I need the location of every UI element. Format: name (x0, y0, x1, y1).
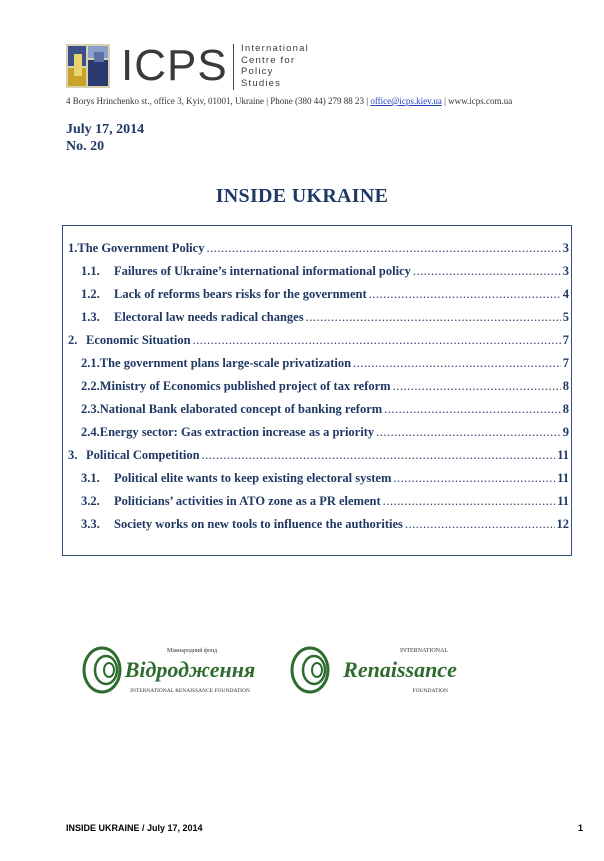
logo-subtitle-line: Centre for (241, 54, 296, 66)
issue-date: July 17, 2014 (66, 122, 145, 137)
logo-subtitle-line: International (241, 43, 309, 54)
toc-entry[interactable] (81, 425, 569, 440)
toc-leader (393, 379, 561, 394)
toc-title: Ministry of Economics published project of tax reform (99, 379, 391, 393)
toc-page-number: 4 (562, 287, 569, 301)
toc-number: 3.2. (81, 494, 100, 508)
toc-entry[interactable] (81, 379, 569, 394)
toc-entry[interactable] (81, 402, 569, 417)
logo-separator (233, 44, 234, 90)
toc-page-number: 9 (562, 425, 569, 439)
toc-title: The Government Policy (77, 241, 205, 255)
toc-leader (376, 425, 561, 440)
toc-page-number: 11 (557, 494, 569, 508)
toc-leader (306, 310, 561, 325)
toc-number: 3.1. (81, 471, 100, 485)
toc-leader (405, 517, 555, 532)
toc-page-number: 3 (562, 241, 569, 255)
toc-number: 3.3. (81, 517, 100, 531)
toc-page-number: 11 (557, 471, 569, 485)
toc-entry[interactable] (81, 310, 569, 325)
toc-leader (206, 241, 560, 256)
toc-entry[interactable] (81, 356, 569, 371)
toc-entry[interactable] (68, 241, 569, 256)
toc-page-number: 8 (562, 379, 569, 393)
toc-title: Economic Situation (86, 333, 191, 347)
toc-page-number: 8 (562, 402, 569, 416)
toc-title: Electoral law needs radical changes (114, 310, 304, 324)
en-foundation-bottom-text: FOUNDATION (412, 688, 448, 694)
toc-entry[interactable] (81, 517, 569, 532)
toc-page-number: 5 (562, 310, 569, 324)
toc-leader (193, 333, 561, 348)
toc-page-number: 3 (562, 264, 569, 278)
toc-number: 1.3. (81, 310, 100, 324)
toc-number: 3. (68, 448, 78, 462)
toc-title: National Bank elaborated concept of banking reform (99, 402, 383, 416)
toc-leader (369, 287, 561, 302)
logo-subtitle (241, 43, 309, 89)
toc-entry[interactable] (81, 471, 569, 486)
toc-entry[interactable] (81, 264, 569, 279)
toc-page-number: 11 (557, 448, 569, 462)
ua-foundation-top-text: Міжнародний фонд (166, 648, 218, 654)
page-number: 1 (578, 823, 584, 833)
renaissance-foundation-logo (288, 640, 478, 700)
logo-subtitle-line: Studies (241, 77, 282, 89)
toc-entry[interactable] (81, 287, 569, 302)
toc-title: Lack of reforms bears risks for the government (114, 287, 367, 301)
toc-number: 2.2. (81, 379, 100, 393)
table-of-contents (62, 225, 572, 556)
toc-title: Politicians’ activities in ATO zone as a PR element (114, 494, 381, 508)
toc-leader (413, 264, 561, 279)
vidrodzhennia-foundation-logo (80, 640, 270, 700)
address-text: 4 Borys Hrinchenko st., office 3, Kyiv, 01001, Ukraine | Phone (380 44) 279 88 23 | (66, 96, 371, 106)
toc-page-number: 7 (562, 356, 569, 370)
toc-leader (353, 356, 561, 371)
toc-leader (202, 448, 556, 463)
toc-title: The government plans large-scale privatization (99, 356, 352, 370)
icps-logo-mark-icon (66, 44, 110, 88)
toc-number: 1.1. (81, 264, 100, 278)
ua-foundation-name: Відродження (124, 657, 256, 682)
toc-leader (383, 494, 556, 509)
toc-title: Society works on new tools to influence the authorities (114, 517, 403, 531)
toc-entry[interactable] (68, 448, 569, 463)
toc-leader (393, 471, 555, 486)
toc-number: 2.3. (81, 402, 100, 416)
toc-number: 2. (68, 333, 78, 347)
logo-wordmark: ICPS (121, 41, 228, 90)
toc-title: Political Competition (86, 448, 200, 462)
toc-entry[interactable] (81, 494, 569, 509)
toc-entry[interactable] (68, 333, 569, 348)
swirl-emblem-icon (84, 648, 120, 692)
document-title: INSIDE UKRAINE (215, 185, 389, 207)
address-line (66, 96, 512, 106)
logo-subtitle-line: Policy (241, 66, 274, 77)
issue-number: No. 20 (66, 139, 105, 154)
icps-logo (66, 42, 318, 94)
toc-number: 1.2. (81, 287, 100, 301)
toc-page-number: 12 (556, 517, 569, 531)
toc-number: 1. (68, 241, 78, 255)
footer-title: INSIDE UKRAINE / July 17, 2014 (66, 823, 203, 833)
toc-title: Failures of Ukraine’s international informational policy (114, 264, 411, 278)
ua-foundation-bottom-text: INTERNATIONAL RENAISSANCE FOUNDATION (130, 688, 250, 694)
toc-title: Political elite wants to keep existing electoral system (114, 471, 392, 485)
website-text: | www.icps.com.ua (441, 96, 513, 106)
swirl-emblem-icon (292, 648, 328, 692)
toc-page-number: 7 (562, 333, 569, 347)
en-foundation-top-text: INTERNATIONAL (400, 648, 448, 654)
toc-number: 2.1. (81, 356, 100, 370)
email-link[interactable]: office@icps.kiev.ua (370, 96, 442, 106)
toc-leader (384, 402, 561, 417)
toc-number: 2.4. (81, 425, 100, 439)
toc-title: Energy sector: Gas extraction increase as a priority (99, 425, 375, 439)
en-foundation-name: Renaissance (343, 657, 457, 682)
